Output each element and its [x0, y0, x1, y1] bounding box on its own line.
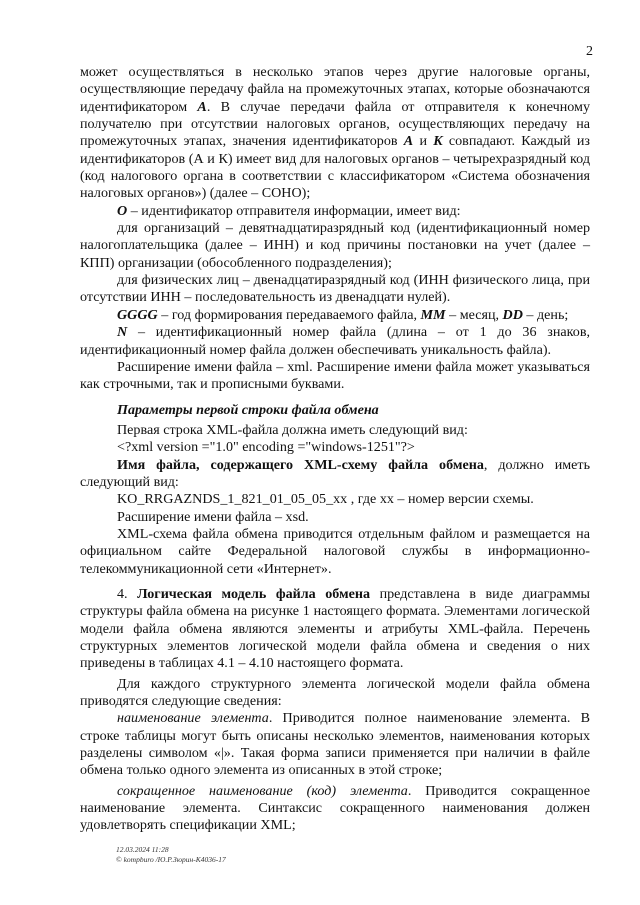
paragraph-xsd-extension: Расширение имени файла – xsd. — [117, 508, 309, 525]
paragraph-schema-publication: XML-схема файла обмена приводится отдельным файлом и размещается на официальном сайте Федеральной налоговой службы в информационно-телекоммуникационной сети «Интернет». — [80, 525, 590, 577]
paragraph-extension: Расширение имени файла – xml. Расширение имени файла может указываться как строчными, так и прописными буквами. — [80, 358, 590, 393]
paragraph-element-info: Для каждого структурного элемента логической модели файла обмена приводятся следующие сведения: — [80, 675, 590, 710]
paragraph-identifier-o: O – идентификатор отправителя информации, имеет вид: — [117, 202, 461, 219]
paragraph-identifier-a: может осуществляться в несколько этапов через другие налоговые органы, осуществляющие передачу файла на промежуточных этапах, которые обозначаются идентификатором A. В случае передачи файла от отправителя к конечному получателю при отсутствии налоговых органов, осуществляющих передачу на промежуточных этапах, значения идентификаторов A и K совпадают. Каждый из идентификаторов (А и К) имеет вид для налоговых органов – четырехразрядный код (код налогового органа в соответствии с классификатором «Система обозначения налоговых органов») (далее – СОНО); — [80, 64, 591, 202]
paragraph-first-line: Первая строка XML-файла должна иметь следующий вид: — [117, 421, 468, 438]
paragraph-individuals: для физических лиц – двенадцатиразрядный код (ИНН физического лица, при отсутствии ИНН – последовательность из двенадцати нулей). — [80, 272, 590, 306]
paragraph-element-code: сокращенное наименование (код) элемента. Приводится сокращенное наименование элемента. Синтаксис сокращенного наименования должен удовлетворять спецификации XML; — [80, 782, 590, 834]
stamp-author: © kompburo /Ю.Р.Зюрин-К4036-17 — [116, 854, 226, 864]
paragraph-element-name: наименование элемента. Приводится полное наименование элемента. В строке таблицы могут быть описаны несколько элементов, наименования которых разделены символом «|». Такая форма записи применяется при наличии в файле обмена только одного элемента из описанных в этой строке; — [80, 710, 590, 779]
page-number: 2 — [586, 44, 593, 59]
paragraph-identifier-n: N – идентификационный номер файла (длина – от 1 до 36 знаков, идентификационный номер файла должен обеспечивать уникальность файла). — [80, 324, 590, 358]
paragraph-date: GGGG – год формирования передаваемого файла, MM – месяц, DD – день; — [117, 306, 569, 323]
paragraph-schema-file-name: Имя файла, содержащего XML-схему файла обмена, должно иметь следующий вид: — [80, 456, 590, 490]
document-body — [80, 64, 590, 835]
paragraph-logical-model: 4. Логическая модель файла обмена представлена в виде диаграммы структуры файла обмена на рисунке 1 настоящего формата. Элементами логической модели файла обмена являются элементы и атрибуты XML-файла. Перечень структурных элементов логической модели файла обмена и сведения о них приведены в таблицах 4.1 – 4.10 настоящего формата. — [80, 585, 590, 672]
paragraph-organizations: для организаций – девятнадцатиразрядный код (идентификационный номер налогоплательщика (далее – ИНН) и код причины постановки на учет (далее – КПП) организации (обособленного подразделения); — [80, 220, 590, 271]
xml-declaration: <?xml version ="1.0" encoding ="windows-1251"?> — [117, 439, 415, 456]
document-stamp — [116, 845, 226, 864]
stamp-date: 12.03.2024 11:28 — [116, 845, 169, 854]
section-heading-first-line: Параметры первой строки файла обмена — [117, 401, 379, 418]
schema-file-name: KO_RRGAZNDS_1_821_01_05_05_xx , где хх – номер версии схемы. — [117, 491, 534, 508]
